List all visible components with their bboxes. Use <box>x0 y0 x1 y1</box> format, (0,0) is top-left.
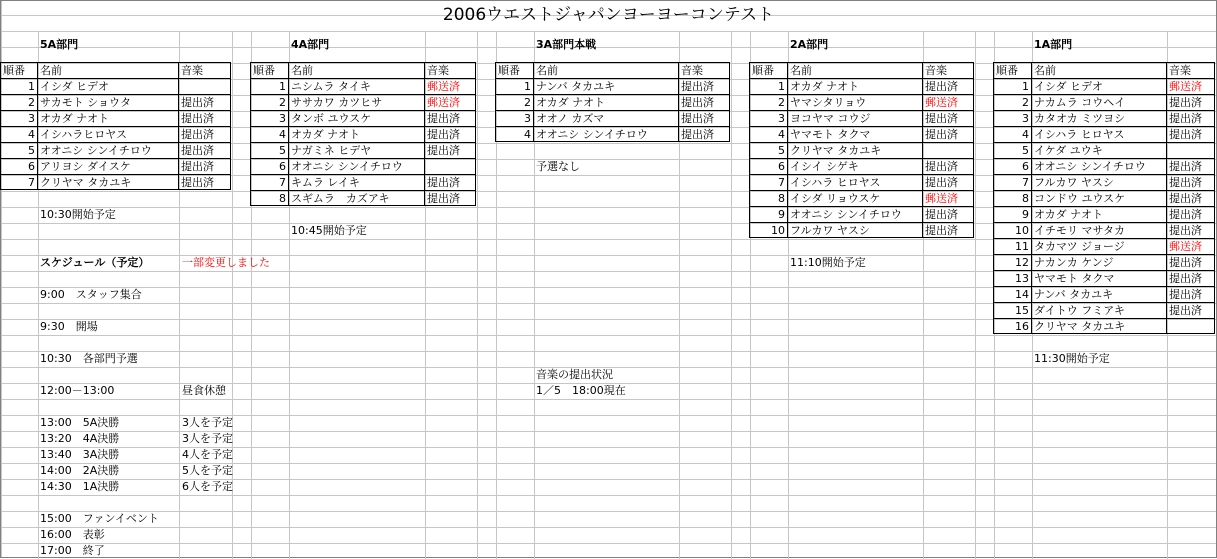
entry-name: クリヤマ タカユキ <box>1031 318 1166 334</box>
division-heading-3a: 3A部門本戦 <box>536 38 597 51</box>
entry-music-status: 提出済 <box>678 94 730 110</box>
entry-name: ナンバ タカユキ <box>1031 286 1166 302</box>
entry-order: 3 <box>250 110 288 126</box>
page-title: 2006ウエストジャパンヨーヨーコンテスト <box>442 5 775 25</box>
entry-order: 6 <box>993 158 1031 174</box>
entry-name: イシダ リョウスケ <box>787 190 922 206</box>
table-header-order: 順番 <box>749 62 787 78</box>
entry-name: オオニシ シンイチロウ <box>37 142 178 158</box>
entry-name: オカダ ナオト <box>533 94 678 110</box>
entry-name: ナカンカ ケンジ <box>1031 254 1166 270</box>
entry-order: 6 <box>250 158 288 174</box>
entry-name: スギムラ カズアキ <box>288 190 424 206</box>
entry-name: ナンバ タカユキ <box>533 78 678 94</box>
entry-order: 1 <box>0 78 37 94</box>
schedule-item: 9:30 開場 <box>40 320 98 333</box>
division-heading-5a: 5A部門 <box>40 38 79 51</box>
schedule-item: 16:00 表彰 <box>40 528 105 541</box>
table-header-name: 名前 <box>37 62 178 78</box>
entry-order: 2 <box>0 94 37 110</box>
entry-music-status <box>424 158 476 174</box>
entry-order: 2 <box>250 94 288 110</box>
entry-order: 2 <box>495 94 533 110</box>
entry-name: ヤマモト タクマ <box>1031 270 1166 286</box>
entry-name: クリヤマ タカユキ <box>37 174 178 190</box>
schedule-item: 12:00－13:00 <box>40 384 115 397</box>
entry-music-status: 提出済 <box>922 110 974 126</box>
table-header-name: 名前 <box>533 62 678 78</box>
entry-order: 7 <box>0 174 37 190</box>
entry-name: クリヤマ タカユキ <box>787 142 922 158</box>
schedule-change-note: 一部変更しました <box>182 256 270 269</box>
entry-name: タカマツ ジョージ <box>1031 238 1166 254</box>
entry-music-status: 提出済 <box>1166 222 1215 238</box>
entry-music-status: 郵送済 <box>922 94 974 110</box>
entry-music-status: 提出済 <box>178 110 231 126</box>
music-status-heading: 音楽の提出状況 <box>536 368 613 381</box>
entry-order: 2 <box>749 94 787 110</box>
entry-name: ササカワ カツヒサ <box>288 94 424 110</box>
entry-music-status: 提出済 <box>922 174 974 190</box>
entry-name: イケダ ユウキ <box>1031 142 1166 158</box>
entry-music-status: 提出済 <box>1166 302 1215 318</box>
entry-name: サカモト ショウタ <box>37 94 178 110</box>
entry-name: オオノ カズマ <box>533 110 678 126</box>
entry-order: 1 <box>993 78 1031 94</box>
entry-music-status <box>1166 318 1215 334</box>
grid-column-line <box>975 31 976 559</box>
table-header-name: 名前 <box>1031 62 1166 78</box>
entry-music-status: 提出済 <box>922 126 974 142</box>
entry-music-status: 提出済 <box>424 126 476 142</box>
table-header-name: 名前 <box>288 62 424 78</box>
entry-name: イシダ ヒデオ <box>1031 78 1166 94</box>
entry-name: オオニシ シンイチロウ <box>787 206 922 222</box>
table-header-order: 順番 <box>250 62 288 78</box>
grid-column-line <box>731 31 732 559</box>
entry-music-status: 郵送済 <box>1166 238 1215 254</box>
entry-order: 1 <box>749 78 787 94</box>
entry-order: 8 <box>250 190 288 206</box>
start-time-2a: 11:10開始予定 <box>790 256 866 269</box>
entry-order: 3 <box>0 110 37 126</box>
entry-name: カタオカ ミツヨシ <box>1031 110 1166 126</box>
entry-music-status: 提出済 <box>178 142 231 158</box>
schedule-item: 14:00 2A決勝 <box>40 464 120 477</box>
entry-music-status: 提出済 <box>922 78 974 94</box>
entry-name: コンドウ ユウスケ <box>1031 190 1166 206</box>
entry-music-status: 提出済 <box>922 206 974 222</box>
entry-music-status: 提出済 <box>178 158 231 174</box>
entry-name: タンボ ユウスケ <box>288 110 424 126</box>
entry-order: 7 <box>250 174 288 190</box>
schedule-item-detail: 5人を予定 <box>182 464 233 477</box>
entry-music-status: 提出済 <box>1166 206 1215 222</box>
table-header-order: 順番 <box>993 62 1031 78</box>
entry-music-status: 提出済 <box>1166 190 1215 206</box>
entry-music-status: 提出済 <box>424 174 476 190</box>
entry-music-status: 提出済 <box>678 110 730 126</box>
entry-name: オオニシ シンイチロウ <box>1031 158 1166 174</box>
entry-name: ヤマシタリョウ <box>787 94 922 110</box>
entry-music-status: 提出済 <box>424 190 476 206</box>
schedule-item: 10:30 各部門予選 <box>40 352 138 365</box>
entry-music-status: 提出済 <box>922 222 974 238</box>
table-header-music: 音楽 <box>922 62 974 78</box>
table-header-music: 音楽 <box>678 62 730 78</box>
schedule-item: 13:20 4A決勝 <box>40 432 120 445</box>
entry-order: 3 <box>495 110 533 126</box>
entry-name: イチモリ マサタカ <box>1031 222 1166 238</box>
entry-order: 11 <box>993 238 1031 254</box>
entry-name: イシハラヒロヤス <box>37 126 178 142</box>
entry-order: 14 <box>993 286 1031 302</box>
entry-order: 3 <box>749 110 787 126</box>
entry-order: 4 <box>495 126 533 142</box>
entry-music-status: 提出済 <box>1166 286 1215 302</box>
entry-order: 16 <box>993 318 1031 334</box>
entry-music-status: 提出済 <box>1166 126 1215 142</box>
entry-name: オカダ ナオト <box>1031 206 1166 222</box>
entry-order: 8 <box>749 190 787 206</box>
entry-music-status <box>922 142 974 158</box>
entry-name: オカダ ナオト <box>288 126 424 142</box>
schedule-item-detail: 6人を予定 <box>182 480 233 493</box>
entry-music-status <box>1166 142 1215 158</box>
entry-order: 13 <box>993 270 1031 286</box>
entry-music-status: 提出済 <box>678 126 730 142</box>
entry-music-status: 郵送済 <box>1166 78 1215 94</box>
division-heading-4a: 4A部門 <box>291 38 330 51</box>
entry-order: 1 <box>495 78 533 94</box>
entry-name: キムラ レイキ <box>288 174 424 190</box>
entry-order: 5 <box>0 142 37 158</box>
entry-music-status: 郵送済 <box>922 190 974 206</box>
entry-order: 6 <box>0 158 37 174</box>
start-time-4a: 10:45開始予定 <box>291 224 367 237</box>
entry-music-status: 提出済 <box>922 158 974 174</box>
start-time-5a: 10:30開始予定 <box>40 208 116 221</box>
entry-music-status: 提出済 <box>178 174 231 190</box>
division-heading-1a: 1A部門 <box>1034 38 1073 51</box>
entry-order: 7 <box>749 174 787 190</box>
entry-order: 10 <box>749 222 787 238</box>
entry-name: アリヨシ ダイスケ <box>37 158 178 174</box>
entry-order: 3 <box>993 110 1031 126</box>
entry-name: ナカムラ コウヘイ <box>1031 94 1166 110</box>
schedule-item-detail: 3人を予定 <box>182 432 233 445</box>
entry-music-status: 提出済 <box>1166 110 1215 126</box>
entry-order: 5 <box>749 142 787 158</box>
entry-order: 4 <box>993 126 1031 142</box>
entry-name: ヤマモト タクマ <box>787 126 922 142</box>
entry-order: 2 <box>993 94 1031 110</box>
division-heading-2a: 2A部門 <box>790 38 829 51</box>
grid-column-line <box>477 31 478 559</box>
entry-order: 7 <box>993 174 1031 190</box>
entry-name: イシイ シゲキ <box>787 158 922 174</box>
entry-music-status: 提出済 <box>1166 94 1215 110</box>
start-time-1a: 11:30開始予定 <box>1034 352 1110 365</box>
entry-order: 1 <box>250 78 288 94</box>
entry-name: オカダ ナオト <box>787 78 922 94</box>
entry-name: イシダ ヒデオ <box>37 78 178 94</box>
entry-music-status: 提出済 <box>178 126 231 142</box>
entry-order: 9 <box>749 206 787 222</box>
schedule-item: 13:40 3A決勝 <box>40 448 120 461</box>
entry-name: ナガミネ ヒデヤ <box>288 142 424 158</box>
entry-order: 5 <box>250 142 288 158</box>
table-header-music: 音楽 <box>424 62 476 78</box>
entry-order: 5 <box>993 142 1031 158</box>
entry-music-status: 提出済 <box>1166 270 1215 286</box>
entry-name: ダイトウ フミアキ <box>1031 302 1166 318</box>
entry-music-status: 提出済 <box>178 94 231 110</box>
entry-music-status: 提出済 <box>678 78 730 94</box>
entry-music-status: 提出済 <box>1166 174 1215 190</box>
schedule-heading: スケジュール（予定） <box>40 256 150 269</box>
schedule-item: 9:00 スタッフ集合 <box>40 288 142 301</box>
entry-name: ニシムラ タイキ <box>288 78 424 94</box>
table-header-name: 名前 <box>787 62 922 78</box>
entry-order: 6 <box>749 158 787 174</box>
schedule-item-detail: 3人を予定 <box>182 416 233 429</box>
entry-music-status <box>178 78 231 94</box>
entry-music-status: 提出済 <box>1166 254 1215 270</box>
entry-music-status: 提出済 <box>424 110 476 126</box>
entry-order: 10 <box>993 222 1031 238</box>
entry-order: 15 <box>993 302 1031 318</box>
schedule-item: 14:30 1A決勝 <box>40 480 120 493</box>
table-header-music: 音楽 <box>178 62 231 78</box>
schedule-item-detail: 昼食休憩 <box>182 384 226 397</box>
entry-name: ヨコヤマ コウジ <box>787 110 922 126</box>
entry-name: イシハラ ヒロヤス <box>787 174 922 190</box>
entry-name: オカダ ナオト <box>37 110 178 126</box>
schedule-item-detail: 4人を予定 <box>182 448 233 461</box>
schedule-item: 15:00 ファンイベント <box>40 512 159 525</box>
entry-name: オオニシ シンイチロウ <box>288 158 424 174</box>
table-header-order: 順番 <box>0 62 37 78</box>
entry-order: 4 <box>250 126 288 142</box>
schedule-item: 13:00 5A決勝 <box>40 416 120 429</box>
table-header-order: 順番 <box>495 62 533 78</box>
schedule-item: 17:00 終了 <box>40 544 105 557</box>
entry-order: 9 <box>993 206 1031 222</box>
entry-music-status: 郵送済 <box>424 94 476 110</box>
entry-name: フルカワ ヤスシ <box>1031 174 1166 190</box>
entry-music-status: 郵送済 <box>424 78 476 94</box>
entry-name: イシハラ ヒロヤス <box>1031 126 1166 142</box>
entry-order: 12 <box>993 254 1031 270</box>
entry-music-status: 提出済 <box>1166 158 1215 174</box>
table-header-music: 音楽 <box>1166 62 1215 78</box>
entry-order: 8 <box>993 190 1031 206</box>
music-status-as-of: 1／5 18:00現在 <box>536 384 626 397</box>
entry-name: オオニシ シンイチロウ <box>533 126 678 142</box>
start-time-3a: 予選なし <box>536 160 580 173</box>
entry-order: 4 <box>749 126 787 142</box>
entry-order: 4 <box>0 126 37 142</box>
entry-music-status: 提出済 <box>424 142 476 158</box>
entry-name: フルカワ ヤスシ <box>787 222 922 238</box>
